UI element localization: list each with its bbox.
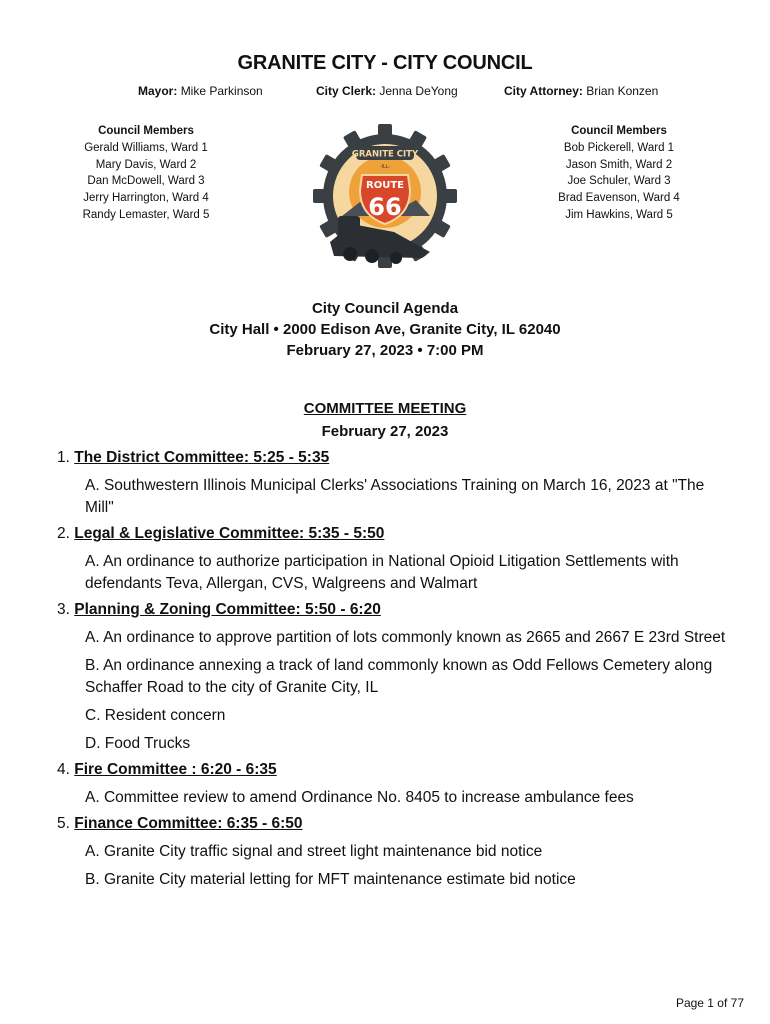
council-member: Brad Eavenson, Ward 4	[558, 192, 680, 205]
attorney-name: Brian Konzen	[586, 84, 659, 98]
agenda-subitem: A. An ordinance to authorize participation in National Opioid Litigation Settlements with defendants Teva, Allergan, CVS, Walgreens and Walmart	[85, 553, 679, 592]
section-number: 1.	[57, 449, 70, 466]
council-heading-left: Council Members	[98, 125, 194, 137]
agenda-subitem: D. Food Trucks	[85, 735, 191, 752]
agenda-section	[57, 813, 737, 891]
section-title: Legal & Legislative Committee: 5:35 - 5:50	[74, 525, 385, 542]
city-seal-logo	[312, 120, 458, 280]
section-title: Fire Committee : 6:20 - 6:35	[74, 761, 277, 778]
mayor-name: Mike Parkinson	[180, 84, 263, 98]
agenda-section	[57, 447, 737, 519]
clerk-name: Jenna DeYong	[379, 84, 458, 98]
section-number: 5.	[57, 815, 70, 832]
agenda-section	[57, 523, 737, 595]
council-member: Dan McDowell, Ward 3	[87, 175, 205, 188]
logo-route-number: 66	[368, 193, 402, 221]
council-member: Joe Schuler, Ward 3	[567, 175, 671, 188]
meeting-header	[0, 397, 770, 443]
document-title: GRANITE CITY - CITY COUNCIL	[237, 52, 533, 74]
council-members-right	[540, 123, 698, 224]
agenda-items	[57, 447, 737, 895]
section-number: 3.	[57, 601, 70, 618]
mayor-line	[138, 84, 263, 98]
logo-route-text: ROUTE	[366, 180, 404, 191]
meeting-date: February 27, 2023	[321, 423, 449, 440]
council-member: Jerry Harrington, Ward 4	[83, 192, 209, 205]
council-member: Mary Davis, Ward 2	[95, 158, 197, 171]
agenda-header	[0, 298, 770, 361]
council-heading-right: Council Members	[571, 125, 667, 137]
agenda-section	[57, 599, 737, 755]
agenda-location: City Hall • 2000 Edison Ave, Granite City, IL 62040	[209, 321, 561, 338]
section-title: Planning & Zoning Committee: 5:50 - 6:20	[74, 601, 381, 618]
attorney-line	[504, 84, 658, 98]
section-title: Finance Committee: 6:35 - 6:50	[74, 815, 303, 832]
agenda-subitem: B. Granite City material letting for MFT maintenance estimate bid notice	[85, 871, 576, 888]
council-member: Randy Lemaster, Ward 5	[82, 208, 210, 221]
section-number: 4.	[57, 761, 70, 778]
council-member: Jim Hawkins, Ward 5	[565, 208, 673, 221]
logo-sub-text: -ILL-	[379, 164, 391, 170]
agenda-subitem: A. An ordinance to approve partition of lots commonly known as 2665 and 2667 E 23rd Street	[85, 629, 726, 646]
council-members-left	[64, 123, 228, 224]
agenda-subitem: B. An ordinance annexing a track of land commonly known as Odd Fellows Cemetery along Schaffer Road to the city of Granite City, IL	[85, 657, 713, 696]
council-member: Bob Pickerell, Ward 1	[563, 141, 675, 154]
agenda-subitem: A. Granite City traffic signal and street light maintenance bid notice	[85, 843, 543, 860]
mayor-label: Mayor:	[138, 84, 178, 98]
agenda-subitem: A. Southwestern Illinois Municipal Clerks' Associations Training on March 16, 2023 at "The Mill"	[85, 477, 705, 516]
agenda-section	[57, 759, 737, 809]
agenda-datetime: February 27, 2023 • 7:00 PM	[286, 342, 484, 359]
attorney-label: City Attorney:	[504, 84, 583, 98]
section-title: The District Committee: 5:25 - 5:35	[74, 449, 330, 466]
agenda-subitem: C. Resident concern	[85, 707, 226, 724]
council-member: Jason Smith, Ward 2	[565, 158, 673, 171]
agenda-title: City Council Agenda	[311, 300, 459, 317]
council-member: Gerald Williams, Ward 1	[84, 141, 208, 154]
logo-top-text: GRANITE CITY	[351, 149, 419, 160]
section-number: 2.	[57, 525, 70, 542]
clerk-line	[316, 84, 458, 98]
clerk-label: City Clerk:	[316, 84, 377, 98]
page-number: Page 1 of 77	[675, 996, 744, 1010]
meeting-title: COMMITTEE MEETING	[303, 400, 467, 417]
agenda-subitem: A. Committee review to amend Ordinance No. 8405 to increase ambulance fees	[85, 789, 634, 806]
